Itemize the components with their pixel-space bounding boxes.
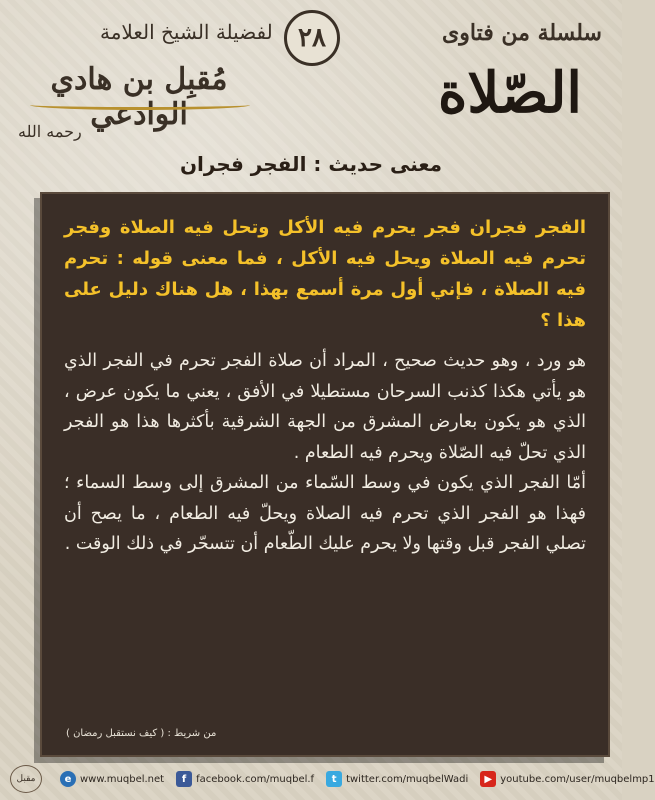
content-box (40, 192, 610, 757)
source-citation: من شريط : ( كيف نستقبل رمضان ) (66, 728, 217, 739)
youtube-icon: ▶ (480, 771, 496, 787)
twitter-url[interactable]: twitter.com/muqbelWadi (346, 773, 469, 785)
globe-icon: e (60, 771, 76, 787)
question-text: الفجر فجران فجر يحرم فيه الأكل وتحل فيه الصلاة وفجر تحرم فيه الصلاة ويحل فيه الأكل ، فما معنى قوله : تحرم فيه الصلاة ، فإني أول مرة أسمع بهذا ، هل هناك دليل على هذا ؟ (64, 217, 586, 331)
twitter-icon: t (326, 771, 342, 787)
decorative-underline (30, 100, 250, 110)
youtube-url[interactable]: youtube.com/user/muqbelmp1 (500, 773, 655, 785)
youtube-link[interactable] (480, 771, 654, 787)
rahimahu-allah: رحمه الله (18, 122, 82, 141)
facebook-icon: f (176, 771, 192, 787)
facebook-url[interactable]: facebook.com/muqbel.f (196, 773, 315, 785)
facebook-link[interactable] (176, 771, 314, 787)
answer-paragraph: هو ورد ، وهو حديث صحيح ، المراد أن صلاة الفجر تحرم في الفجر الذي هو يأتي هكذا كذنب السرحان مستطيلا في الأفق ، يعني ما يكون عرض ، الذي هو يكون بعارض المشرق من الجهة الشرقية بأكثرها هذا هو الفجر الذي تحلّ فيه الصّلاة ويحرم فيه الطعام . (64, 351, 586, 463)
footer-links (0, 764, 655, 794)
answer-text (64, 346, 586, 560)
website-url[interactable]: www.muqbel.net (80, 773, 165, 785)
sheikh-label: لفضيلة الشيخ العلامة (100, 20, 273, 44)
main-title: الصّلاة (438, 60, 582, 126)
fatwa-number-badge: ٢٨ (284, 10, 340, 66)
muqbel-logo: مقبل (10, 765, 42, 793)
series-title: سلسلة من فتاوى (442, 20, 602, 46)
twitter-link[interactable] (326, 771, 468, 787)
website-link[interactable] (60, 771, 164, 787)
fatwa-subtitle: معنى حديث : الفجر فجران (179, 152, 443, 176)
sheikh-name: مُقبِل بن هادي الوادعي (50, 62, 228, 132)
answer-paragraph: أمّا الفجر الذي يكون في وسط السّماء من المشرق إلى وسط السماء ؛ فهذا هو الفجر الذي تحرم فيه الصلاة ويحلّ فيه الطعام ، ما يصح أن تصلي الفجر قبل وقتها ولا يحرم عليك الطّعام أن تتسحّر في ذلك الوقت . (64, 473, 586, 554)
header (0, 0, 622, 150)
